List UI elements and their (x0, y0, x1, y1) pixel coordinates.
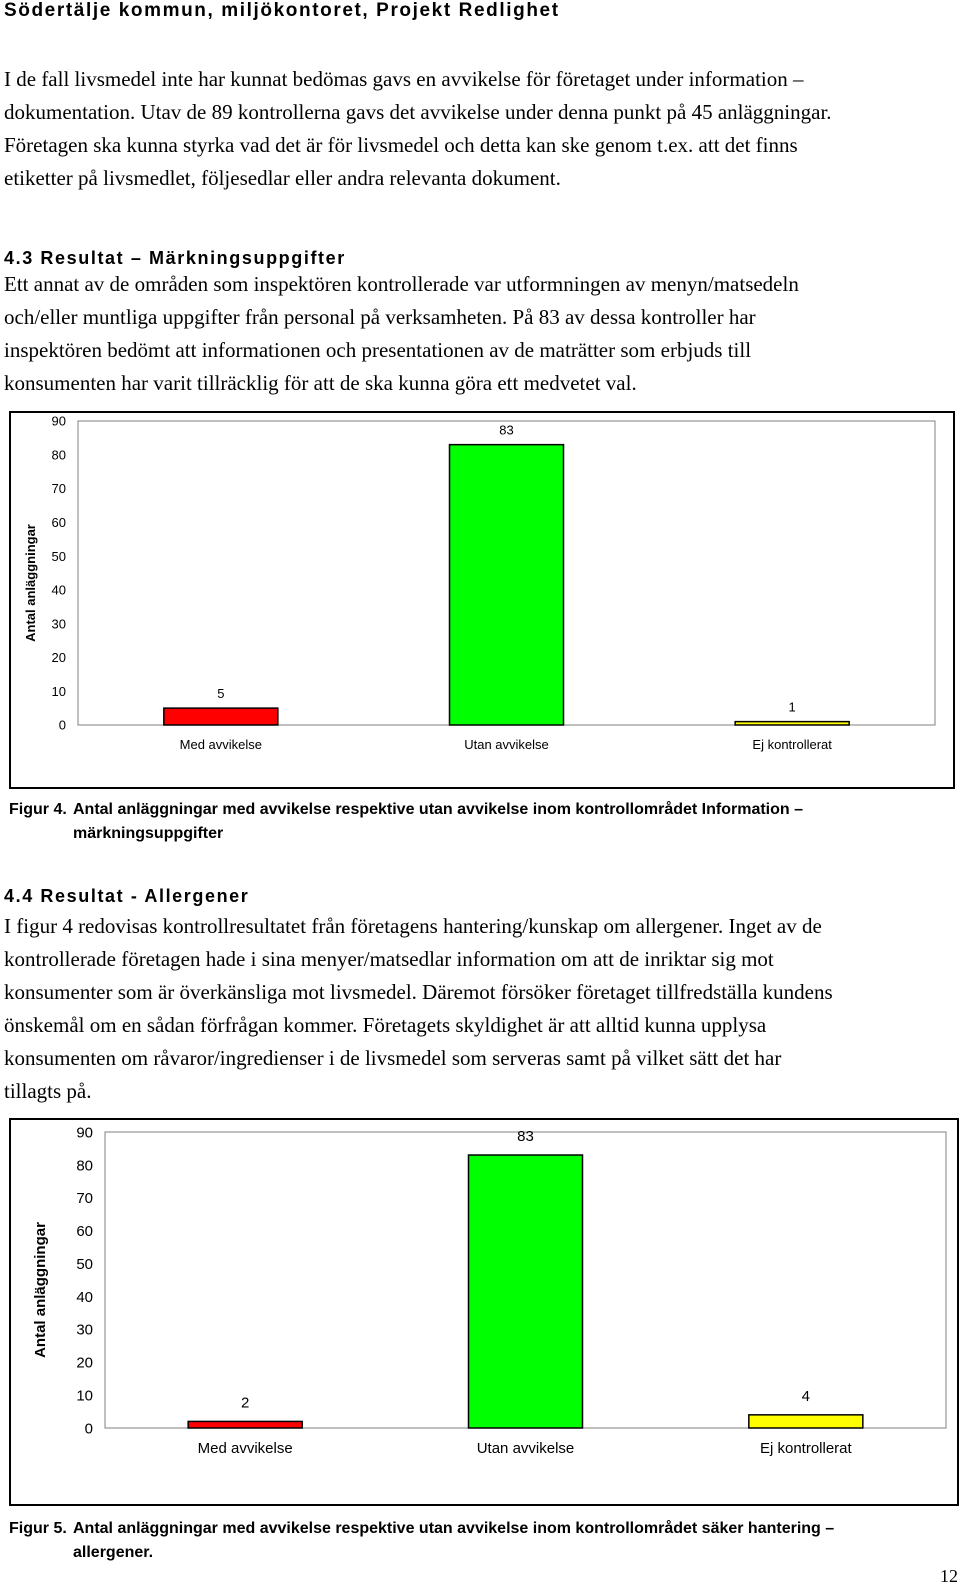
y-tick-label: 30 (51, 616, 66, 632)
y-tick-label: 0 (84, 1420, 93, 1438)
category-label: Med avvikelse (179, 737, 263, 752)
text-line: konsumenter som är överkänsliga mot livsmedel. Däremot försöker företaget tillfredställa kundens (4, 980, 833, 1004)
y-axis-label: Antal anläggningar (32, 1222, 49, 1358)
figure-5-chart (9, 1118, 959, 1506)
text-line: konsumenten har varit tillräcklig för att de ska kunna göra ett medvetet val. (4, 371, 637, 395)
category-label: Med avvikelse (197, 1440, 293, 1457)
y-tick-label: 10 (76, 1387, 93, 1405)
text-line: önskemål om en sådan förfrågan kommer. Företagets skyldighet är att alltid kunna upplysa (4, 1013, 767, 1037)
data-label: 83 (517, 1128, 534, 1146)
text-line: Företagen ska kunna styrka vad det är för livsmedel och detta kan ske genom t.ex. att det finns (4, 133, 798, 157)
caption-label: Figur 4. (9, 801, 67, 818)
bar (749, 1415, 863, 1428)
figure-4-caption (9, 798, 919, 848)
chart-svg (11, 1120, 957, 1504)
data-label: 1 (788, 699, 796, 715)
figure-4-chart (9, 411, 955, 789)
category-label: Ej kontrollerat (759, 1440, 852, 1457)
y-tick-label: 10 (51, 683, 66, 699)
chart-svg (11, 413, 953, 787)
text-line: Ett annat av de områden som inspektören kontrollerade var utformningen av menyn/matsedeln (4, 272, 799, 296)
section-4-4-paragraph (4, 910, 954, 1108)
bar (735, 722, 849, 725)
text-line: etiketter på livsmedlet, följesedlar eller andra relevanta dokument. (4, 166, 561, 190)
bar (164, 708, 278, 725)
document-header: Södertälje kommun, miljökontoret, Projekt Redlighet (4, 0, 560, 21)
text-line: kontrollerade företagen hade i sina menyer/matsedlar information om att de inriktar sig mot (4, 947, 774, 971)
data-label: 4 (801, 1387, 811, 1405)
text-line: inspektören bedömt att informationen och presentationen av de maträtter som erbjuds till (4, 338, 752, 362)
section-4-3-paragraph (4, 268, 954, 400)
data-label: 5 (217, 686, 225, 702)
y-tick-label: 60 (51, 515, 66, 531)
intro-paragraph (4, 63, 954, 195)
y-tick-label: 40 (76, 1288, 93, 1306)
y-tick-label: 50 (51, 548, 66, 564)
category-label: Ej kontrollerat (752, 737, 832, 752)
y-tick-label: 90 (76, 1124, 93, 1142)
y-tick-label: 20 (51, 650, 66, 666)
text-line: I figur 4 redovisas kontrollresultatet från företagens hantering/kunskap om allergener. Inget av de (4, 914, 822, 938)
caption-text: Antal anläggningar med avvikelse respektive utan avvikelse inom kontrollområdet säker hantering – allergener. (73, 1520, 835, 1561)
data-label: 2 (240, 1394, 250, 1412)
section-heading-4-4: 4.4 Resultat - Allergener (4, 886, 250, 906)
bar (188, 1421, 302, 1428)
y-tick-label: 0 (58, 717, 66, 733)
y-tick-label: 60 (76, 1223, 93, 1241)
text-line: och/eller muntliga uppgifter från personal på verksamheten. På 83 av dessa kontroller har (4, 305, 756, 329)
bar (469, 1155, 583, 1428)
text-line: I de fall livsmedel inte har kunnat bedömas gavs en avvikelse för företaget under information – (4, 67, 804, 91)
page-number: 12 (940, 1566, 958, 1586)
y-tick-label: 70 (76, 1190, 93, 1208)
text-line: konsumenten om råvaror/ingredienser i de livsmedel som serveras samt på vilket sätt det har (4, 1046, 782, 1070)
y-tick-label: 50 (76, 1255, 93, 1273)
caption-text: Antal anläggningar med avvikelse respektive utan avvikelse inom kontrollområdet Information – märkningsuppgifter (73, 801, 803, 842)
y-tick-label: 70 (51, 481, 66, 497)
section-heading-4-3: 4.3 Resultat – Märkningsuppgifter (4, 248, 346, 268)
text-line: dokumentation. Utav de 89 kontrollerna gavs det avvikelse under denna punkt på 45 anläggningar. (4, 100, 832, 124)
y-tick-label: 30 (76, 1321, 93, 1339)
category-label: Utan avvikelse (464, 737, 549, 752)
y-tick-label: 90 (51, 413, 66, 429)
bar (450, 445, 564, 725)
caption-label: Figur 5. (9, 1520, 67, 1537)
y-tick-label: 40 (51, 582, 66, 598)
y-tick-label: 80 (76, 1157, 93, 1175)
category-label: Utan avvikelse (476, 1440, 575, 1457)
y-tick-label: 80 (51, 447, 66, 463)
text-line: tillagts på. (4, 1079, 92, 1103)
y-axis-label: Antal anläggningar (23, 524, 38, 642)
y-tick-label: 20 (76, 1354, 93, 1372)
figure-5-caption (9, 1517, 939, 1567)
data-label: 83 (499, 422, 514, 438)
